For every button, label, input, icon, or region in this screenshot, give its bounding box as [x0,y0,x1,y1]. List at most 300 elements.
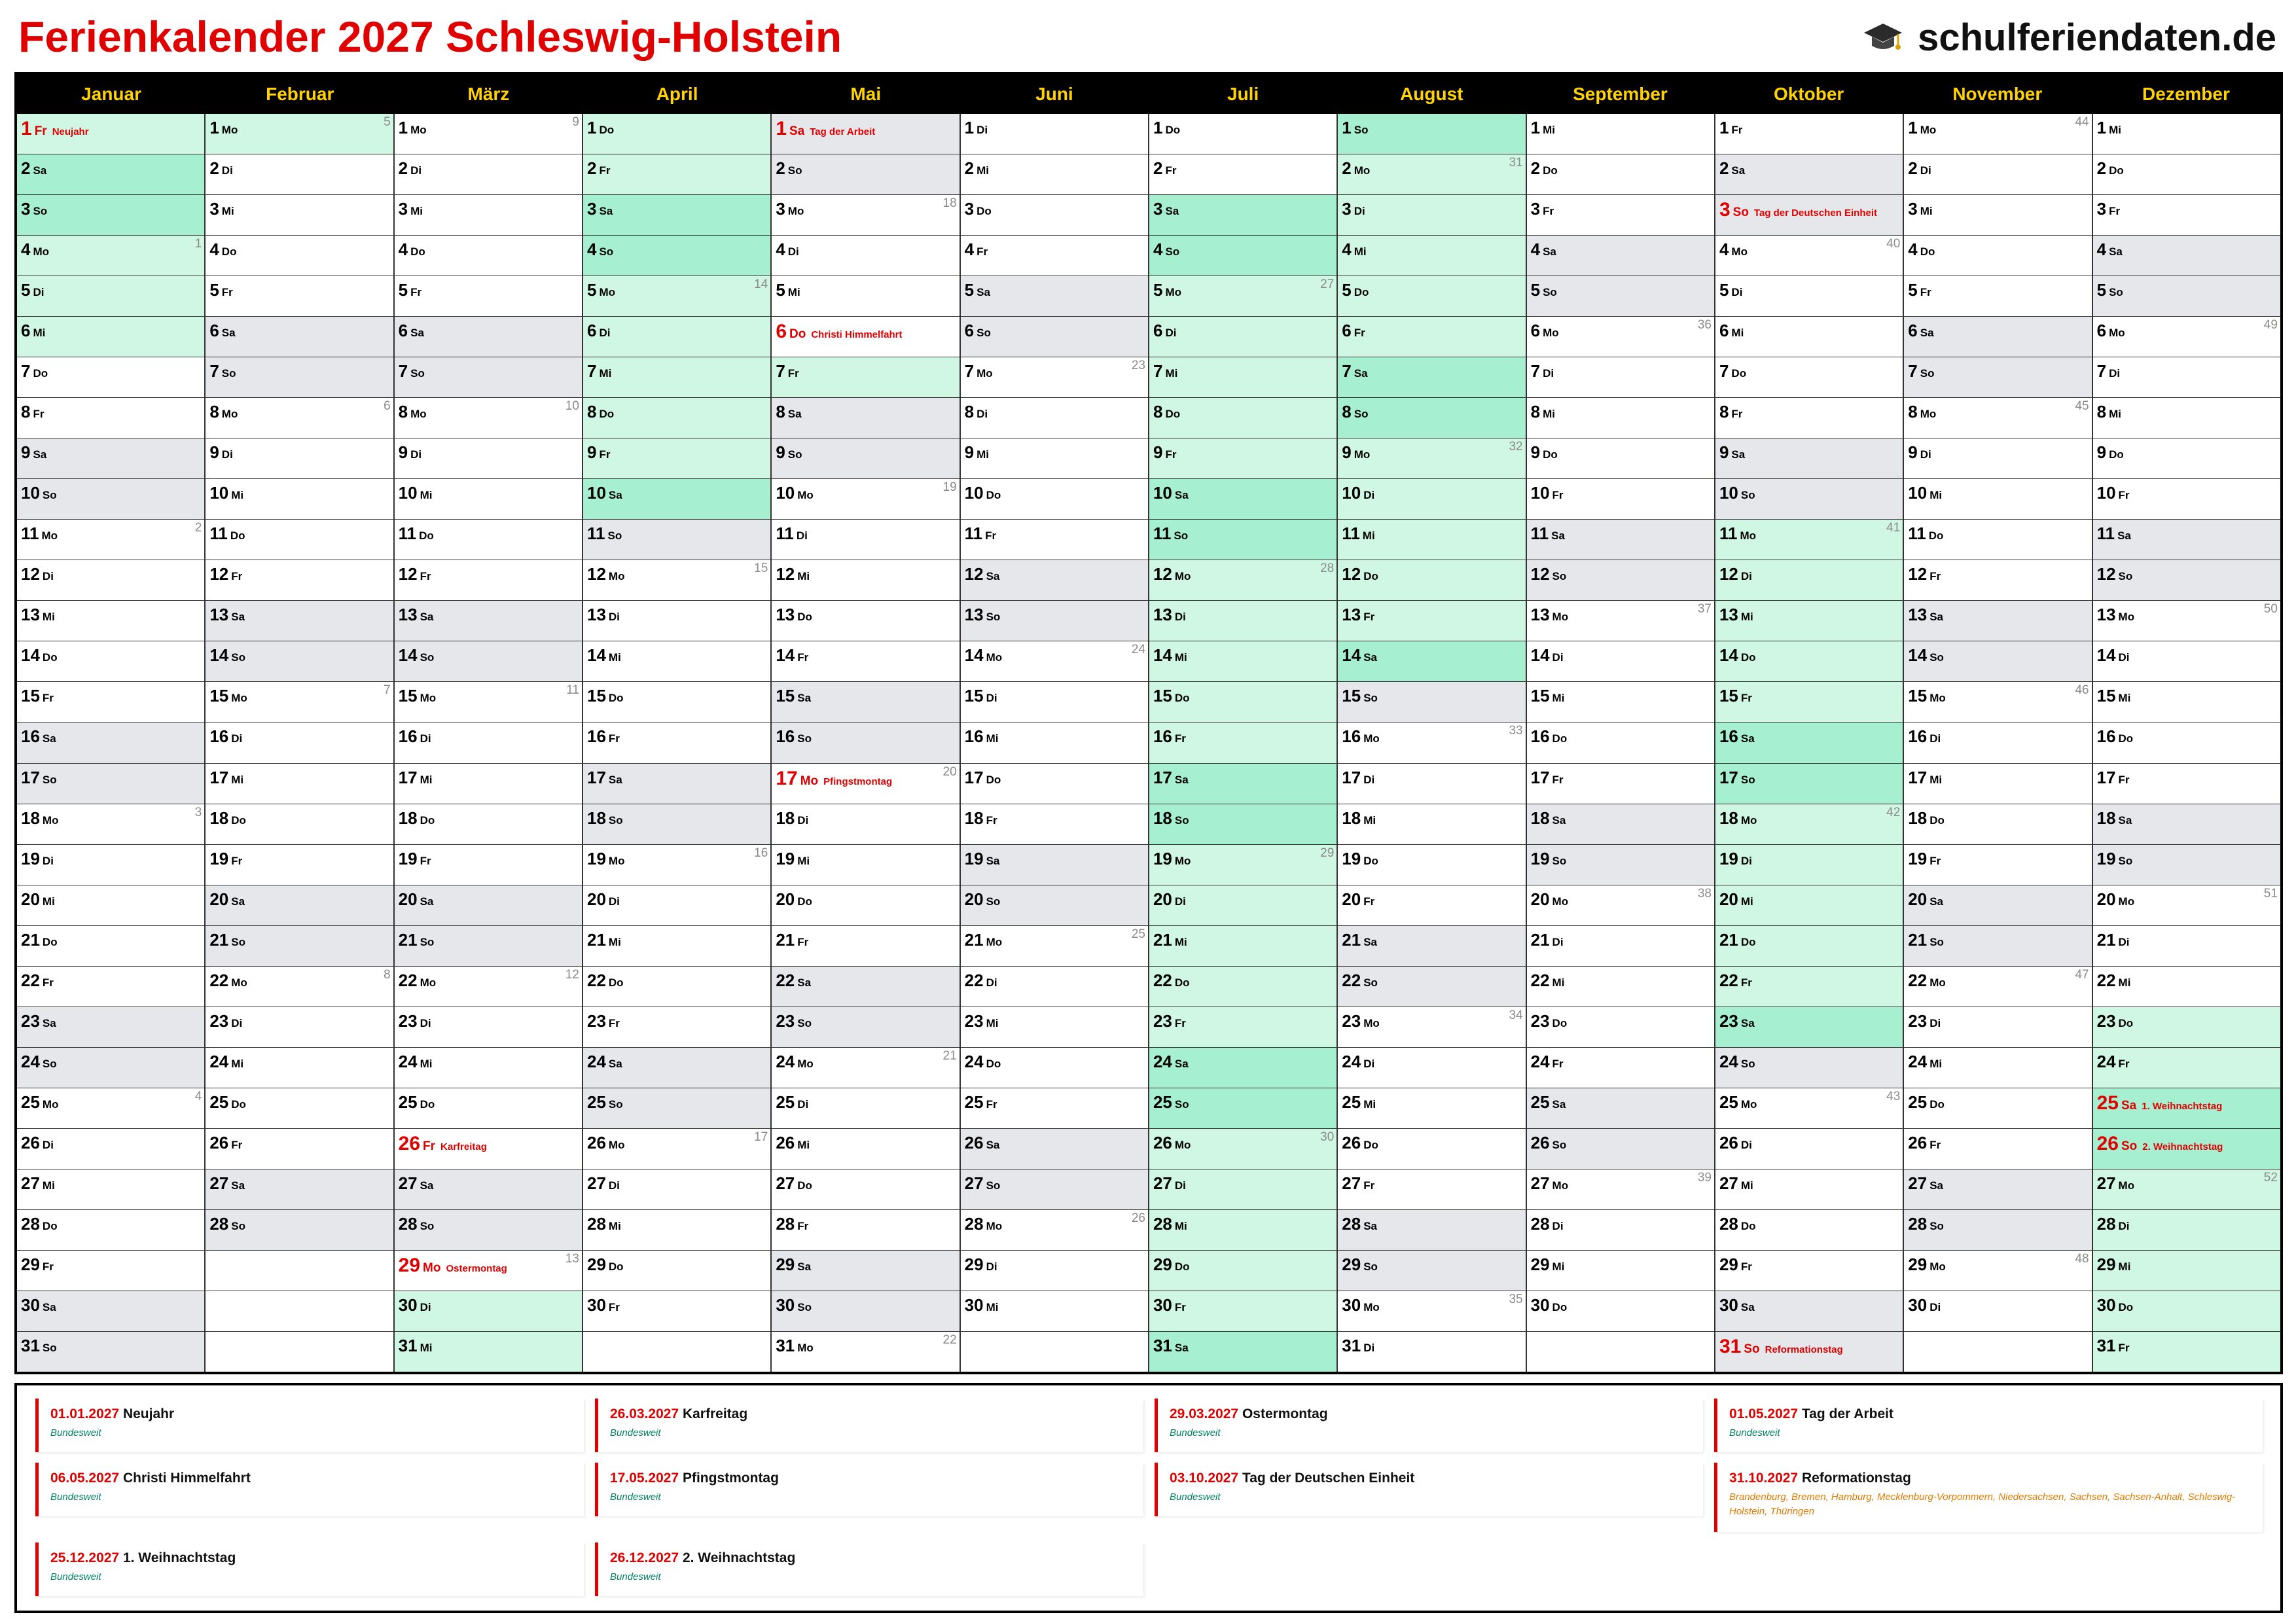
weekday-label: Sa [986,854,1000,867]
weekday-label: Mi [797,854,810,867]
day-number: 18 [1908,808,1928,828]
day-number: 11 [964,524,983,544]
weekday-label: Di [986,692,997,705]
day-number: 2 [1908,158,1918,179]
month-column [17,114,206,1372]
weekday-label: Mo [1740,813,1757,827]
day-cell [583,601,770,641]
weekday-label: Mi [2109,408,2121,421]
legend-scope: Bundesweit [50,1427,101,1438]
month-header: August [1400,84,1463,104]
day-cell [1338,479,1525,520]
week-number: 25 [1131,927,1145,941]
day-number: 5 [398,280,408,300]
day-number: 1 [1719,118,1729,137]
week-number: 9 [572,115,579,129]
day-number: 20 [586,889,606,909]
weekday-label: So [1929,651,1944,664]
month-column [1149,114,1338,1372]
day-cell [2093,1291,2280,1332]
day-cell [206,236,393,276]
day-number: 2 [1342,158,1352,179]
weekday-label: So [2121,1139,2138,1153]
weekday-label: Do [599,408,615,421]
day-cell [17,845,204,885]
weekday-label: Do [1174,1260,1190,1273]
weekday-label: Do [1552,1300,1568,1313]
day-number: 9 [398,442,408,463]
weekday-label: Fr [1174,1016,1186,1029]
day-number: 10 [1908,483,1928,503]
empty-cell [206,1332,393,1372]
day-cell [206,438,393,479]
day-cell [206,1007,393,1048]
week-number: 12 [565,967,579,982]
weekday-label: So [1543,286,1557,299]
day-number: 19 [2096,848,2116,868]
weekday-label: Fr [1174,732,1186,745]
day-cell [583,641,770,682]
day-number: 1 [398,118,408,137]
weekday-label: Mi [787,286,800,299]
page-header [0,0,2296,72]
day-number: 16 [1530,726,1550,747]
day-cell [1715,722,1903,763]
day-cell [395,1332,582,1372]
weekday-label: Do [1363,570,1378,583]
day-cell [772,236,959,276]
day-number: 29 [1908,1254,1928,1274]
day-number: 21 [398,929,418,950]
brand[interactable] [1863,16,2276,60]
day-number: 7 [209,361,219,382]
weekday-label: So [787,448,802,461]
day-cell [772,845,959,885]
weekday-label: Mi [986,732,999,745]
day-cell [1527,154,1714,195]
day-number: 8 [1342,402,1352,422]
empty-cell [583,1332,770,1372]
day-cell [206,1129,393,1169]
day-number: 20 [1530,889,1550,909]
day-number: 23 [776,1010,795,1031]
weekday-label: Di [986,1260,997,1273]
day-number: 23 [1719,1010,1738,1031]
day-cell [206,804,393,845]
day-cell [961,1291,1148,1332]
weekday-label: Sa [231,1179,245,1192]
day-cell [583,317,770,357]
day-number: 21 [1908,929,1928,950]
day-number: 28 [776,1213,795,1234]
day-number: 27 [1153,1173,1172,1193]
weekday-label: Sa [1920,327,1934,340]
day-number: 9 [1153,442,1163,463]
day-cell [961,682,1148,722]
day-number: 20 [776,889,795,909]
month-header: September [1573,84,1668,104]
day-cell [1715,926,1903,967]
day-cell [2093,520,2280,560]
day-cell [1904,560,2091,601]
empty-cell [206,1251,393,1291]
weekday-label: Do [1928,529,1944,543]
day-number: 31 [1719,1335,1742,1357]
weekday-label: Mo [2118,1179,2135,1192]
day-cell [395,560,582,601]
day-number: 23 [1908,1010,1928,1031]
weekday-label: Mo [1920,408,1937,421]
legend-scope: Brandenburg, Bremen, Hamburg, Mecklenburg-Vorpommern, Niedersachsen, Sachsen, Sachsen-Anhalt, Schleswig-Holstein, Thüringen [1729,1491,2236,1517]
day-cell [395,1088,582,1129]
day-cell [772,1210,959,1251]
day-number: 22 [21,970,40,990]
legend-item [1155,1463,1703,1516]
weekday-label: Sa [1929,611,1943,624]
month-header: April [656,84,698,104]
legend-date: 01.01.2027 [50,1406,120,1421]
weekday-label: Fr [1363,1179,1375,1192]
weekday-label: Do [230,529,245,543]
weekday-label: Sa [1551,529,1565,543]
day-cell [1715,1291,1903,1332]
day-cell [1338,1291,1525,1332]
legend-item [35,1399,584,1452]
day-cell [1715,1332,1903,1372]
weekday-label: So [1174,813,1189,827]
weekday-label: Mi [42,611,55,624]
day-cell [772,722,959,763]
day-number: 7 [21,361,31,382]
day-cell [395,885,582,926]
day-number: 24 [964,1051,984,1071]
day-cell [772,1291,959,1332]
day-cell [395,845,582,885]
weekday-label: Di [42,1138,54,1151]
weekday-label: Mi [1929,489,1943,502]
day-cell [206,641,393,682]
day-number: 1 [1342,118,1352,137]
day-number: 21 [776,929,795,950]
day-cell [395,967,582,1007]
day-number: 23 [398,1010,418,1031]
legend-date: 26.03.2027 [610,1406,679,1421]
weekday-label: Fr [42,1260,54,1273]
week-number: 43 [1886,1089,1901,1103]
day-cell [1904,398,2091,438]
day-cell [1904,601,2091,641]
week-number: 24 [1131,643,1145,657]
weekday-label: Fr [1740,976,1752,989]
weekday-label: Mo [1174,854,1191,867]
day-cell [1715,1007,1903,1048]
day-number: 27 [398,1173,418,1193]
weekday-label: Fr [420,570,431,583]
weekday-label: So [221,367,236,380]
legend-title [1729,1471,1911,1486]
week-number: 7 [384,683,391,698]
weekday-label: Mi [2118,1260,2131,1273]
day-number: 28 [1530,1213,1550,1234]
day-number: 23 [2096,1010,2116,1031]
day-number: 10 [209,483,229,503]
weekday-label: Mo [1363,1300,1380,1313]
day-cell [2093,479,2280,520]
weekday-label: Mi [420,489,433,502]
weekday-label: Sa [1929,895,1943,908]
day-cell [17,641,204,682]
day-number: 30 [1342,1294,1361,1315]
weekday-label: Fr [608,1016,620,1029]
day-number: 18 [776,808,795,828]
weekday-label: So [42,1057,57,1070]
weekday-label: Do [221,245,237,259]
week-number: 40 [1886,237,1901,251]
weekday-label: Mo [33,245,50,259]
day-number: 12 [1908,564,1928,584]
weekday-label: Do [420,813,435,827]
day-number: 15 [964,686,984,706]
day-number: 12 [776,564,795,584]
day-number: 12 [586,564,606,584]
day-cell [2093,1007,2280,1048]
day-number: 12 [209,564,229,584]
day-number: 17 [1719,767,1738,787]
weekday-label: Di [42,854,54,867]
day-number: 4 [1153,240,1163,260]
day-number: 15 [776,686,795,706]
weekday-label: Mi [42,895,55,908]
weekday-label: Mi [1165,367,1178,380]
legend-item [1155,1399,1703,1452]
day-cell [1904,1048,2091,1088]
day-cell [206,154,393,195]
day-cell [961,601,1148,641]
day-cell [583,885,770,926]
day-cell [772,276,959,317]
day-cell [17,1007,204,1048]
day-number: 14 [964,645,984,666]
day-cell [2093,438,2280,479]
weekday-label: Fr [2118,1341,2130,1354]
day-cell [961,967,1148,1007]
day-cell [583,398,770,438]
weekday-label: Mi [2109,124,2121,136]
day-cell [1904,682,2091,722]
weekday-label: So [1363,1260,1378,1273]
day-number: 4 [1530,240,1541,260]
day-number: 30 [1530,1294,1550,1315]
weekday-label: Di [1552,651,1564,664]
day-number: 22 [398,970,418,990]
day-number: 13 [964,605,984,625]
week-number: 18 [942,196,957,211]
day-cell [1904,1007,2091,1048]
day-number: 18 [209,808,229,828]
weekday-label: Fr [1174,1300,1186,1313]
day-number: 18 [964,808,984,828]
day-cell [1338,1007,1525,1048]
day-number: 5 [2096,280,2107,300]
weekday-label: Fr [221,286,233,299]
day-cell [583,114,770,154]
weekday-label: Sa [2117,529,2131,543]
day-number: 29 [1342,1254,1361,1274]
weekday-label: Do [1543,448,1558,461]
day-cell [583,1129,770,1169]
day-number: 10 [1719,483,1738,503]
day-number: 6 [398,321,408,341]
legend-title [50,1406,174,1422]
day-cell [395,1251,582,1291]
day-number: 14 [1342,645,1361,666]
weekday-label: Mi [1552,692,1565,705]
day-cell [1527,398,1714,438]
day-number: 17 [398,767,418,787]
day-number: 11 [209,524,228,544]
day-cell [961,722,1148,763]
weekday-label: Mi [1740,1179,1753,1192]
weekday-label: Do [986,489,1001,502]
day-cell [17,601,204,641]
weekday-label: So [1363,976,1378,989]
day-cell [1904,276,2091,317]
day-cell [1149,438,1336,479]
weekday-label: So [1174,529,1189,543]
weekday-label: So [608,813,623,827]
day-number: 23 [1153,1010,1172,1031]
day-cell [395,1007,582,1048]
day-number: 7 [1342,361,1352,382]
day-cell [2093,398,2280,438]
day-number: 20 [209,889,229,909]
legend-holiday-name: 2. Weihnachtstag [682,1550,796,1565]
day-number: 14 [2096,645,2116,666]
day-number: 18 [2096,808,2116,828]
day-cell [1338,114,1525,154]
day-number: 2 [1153,158,1163,179]
day-number: 18 [398,808,418,828]
week-number: 17 [754,1130,768,1144]
legend-item [595,1399,1143,1452]
day-number: 13 [1908,605,1928,625]
day-number: 23 [209,1010,229,1031]
day-cell [1527,560,1714,601]
day-cell [583,764,770,804]
day-number: 12 [964,564,984,584]
day-number: 15 [1530,686,1550,706]
week-number: 51 [2263,886,2278,901]
weekday-label: Fr [1552,489,1564,502]
day-cell [17,804,204,845]
holiday-name: Karfreitag [440,1141,487,1152]
day-cell [1527,357,1714,398]
weekday-label: Mo [1929,976,1946,989]
day-number: 29 [398,1254,421,1276]
day-number: 25 [776,1092,795,1112]
weekday-label: Sa [42,1016,56,1029]
day-cell [772,1332,959,1372]
weekday-label: So [1165,245,1180,259]
day-number: 5 [1908,280,1918,300]
day-number: 16 [209,726,229,747]
weekday-label: Mi [608,651,621,664]
weekday-label: Di [1363,1057,1375,1070]
day-cell [1715,1048,1903,1088]
weekday-label: Mi [977,164,989,177]
weekday-label: Di [2118,935,2130,948]
weekday-label: Mo [41,529,58,543]
day-number: 8 [209,402,219,422]
week-number: 26 [1131,1211,1145,1225]
day-cell [395,1169,582,1210]
day-cell [961,1169,1148,1210]
day-cell [772,357,959,398]
weekday-label: So [977,327,991,340]
weekday-label: Fr [986,1097,997,1111]
day-number: 4 [586,240,597,260]
weekday-label: Di [1740,570,1752,583]
day-number: 4 [209,240,219,260]
holiday-name: Ostermontag [446,1262,507,1274]
weekday-label: So [1740,489,1755,502]
day-cell [1338,722,1525,763]
day-number: 1 [776,118,787,139]
day-cell [1904,722,2091,763]
day-cell [395,479,582,520]
day-number: 8 [398,402,408,422]
week-number: 42 [1886,805,1901,819]
weekday-label: Sa [789,124,805,138]
day-number: 19 [1530,848,1550,868]
weekday-label: Mo [1740,529,1756,543]
day-cell [2093,1048,2280,1088]
day-number: 2 [398,158,408,179]
weekday-label: Fr [986,813,997,827]
weekday-label: Fr [599,164,611,177]
day-number: 20 [1719,889,1738,909]
weekday-label: Fr [42,976,54,989]
day-number: 21 [21,929,40,950]
holiday-name: Tag der Deutschen Einheit [1753,207,1878,219]
day-cell [1338,845,1525,885]
month-column [1715,114,1904,1372]
day-number: 11 [1153,524,1172,544]
day-cell [961,885,1148,926]
weekday-label: Do [420,1097,435,1111]
day-cell [206,195,393,236]
day-cell [772,926,959,967]
day-number: 31 [398,1335,418,1355]
day-number: 26 [776,1132,795,1152]
day-number: 1 [1530,118,1541,137]
day-cell [1904,438,2091,479]
day-cell [1527,1169,1714,1210]
day-cell [17,885,204,926]
week-number: 27 [1320,277,1335,292]
day-number: 21 [209,929,229,950]
day-number: 19 [1153,848,1172,868]
day-number: 13 [1719,605,1738,625]
day-number: 4 [776,240,785,260]
day-cell [1338,317,1525,357]
weekday-label: Mo [231,692,247,705]
day-number: 17 [21,767,40,787]
legend-item [595,1543,1143,1596]
legend-date: 29.03.2027 [1170,1406,1239,1421]
day-number: 31 [1342,1335,1361,1355]
day-cell [17,154,204,195]
